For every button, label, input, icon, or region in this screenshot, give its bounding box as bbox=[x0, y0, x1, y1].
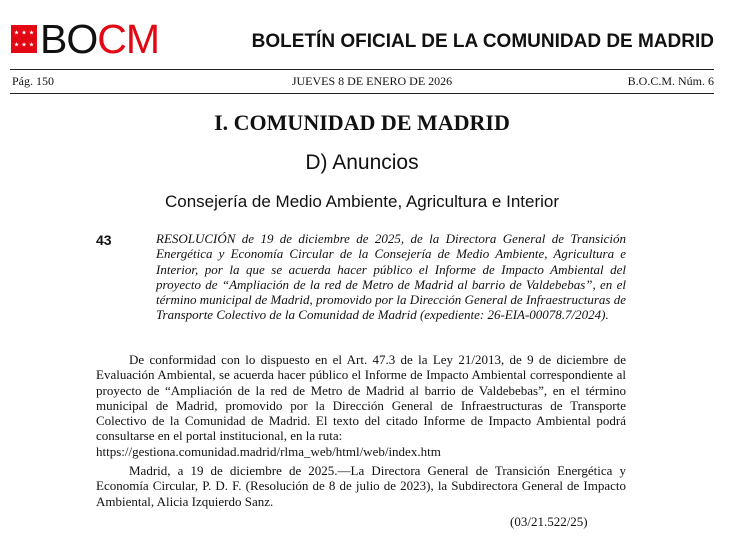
logo-prefix: BO bbox=[40, 16, 98, 62]
header-divider bbox=[10, 69, 714, 70]
subsection-title: D) Anuncios bbox=[305, 151, 419, 174]
header-divider bbox=[10, 93, 714, 94]
bocm-logo bbox=[40, 16, 159, 62]
star-icon bbox=[29, 30, 34, 35]
issue-number: B.O.C.M. Núm. 6 bbox=[627, 74, 714, 88]
madrid-stars-logo-icon bbox=[11, 25, 37, 53]
star-icon bbox=[22, 42, 27, 47]
reference-code: (03/21.522/25) bbox=[510, 514, 588, 529]
department-heading: Consejería de Medio Ambiente, Agricultura e Interior bbox=[164, 192, 560, 211]
entry-number: 43 bbox=[96, 232, 112, 248]
issue-date: JUEVES 8 DE ENERO DE 2026 bbox=[291, 74, 453, 88]
signature-paragraph: Madrid, a 19 de diciembre de 2025.—La Directora General de Transición Energética y Economía Circular, P. D. F. (Resolución de 8 de julio de 2023), la Subdirectora General de Impacto Ambiental, Alicia Izquierdo Sanz. bbox=[96, 463, 626, 509]
logo-accent: CM bbox=[97, 16, 160, 62]
resolution-title: RESOLUCIÓN de 19 de diciembre de 2025, de la Directora General de Transición Energética y Economía Circular de la Consejería de Medio Ambiente, Agricultura e Interior, por la que se acuerda hacer público el Informe de Impacto Ambiental del proyecto de “Ampliación de la red de Metro de Madrid al barrio de Valdebebas”, en el término municipal de Madrid, promovido por la Dirección General de Infraestructuras de Transporte Colectivo de la Comunidad de Madrid (expediente: 26-EIA-00078.7/2024). bbox=[156, 231, 626, 323]
body-paragraph: De conformidad con lo dispuesto en el Art. 47.3 de la Ley 21/2013, de 9 de diciembre de Evaluación Ambiental, se acuerda hacer público el Informe de Impacto Ambiental correspondiente al proyecto de “Ampliación de la red de Metro de Madrid al barrio de Valdebebas”, en el término municipal de Madrid, promovido por la Dirección General de Infraestructuras de Transporte Colectivo de la Comunidad de Madrid. El texto del citado Informe de Impacto Ambiental podrá consultarse en el portal institucional, en la ruta: bbox=[96, 352, 626, 444]
star-icon bbox=[29, 42, 34, 47]
star-icon bbox=[14, 42, 19, 47]
paper-title: BOLETÍN OFICIAL DE LA COMUNIDAD DE MADRID bbox=[251, 31, 714, 52]
star-icon bbox=[22, 30, 27, 35]
section-title: I. COMUNIDAD DE MADRID bbox=[214, 110, 510, 135]
portal-url-link[interactable]: https://gestiona.comunidad.madrid/rlma_web/html/web/index.htm bbox=[96, 444, 441, 459]
page-number: Pág. 150 bbox=[12, 74, 54, 88]
star-icon bbox=[14, 30, 19, 35]
